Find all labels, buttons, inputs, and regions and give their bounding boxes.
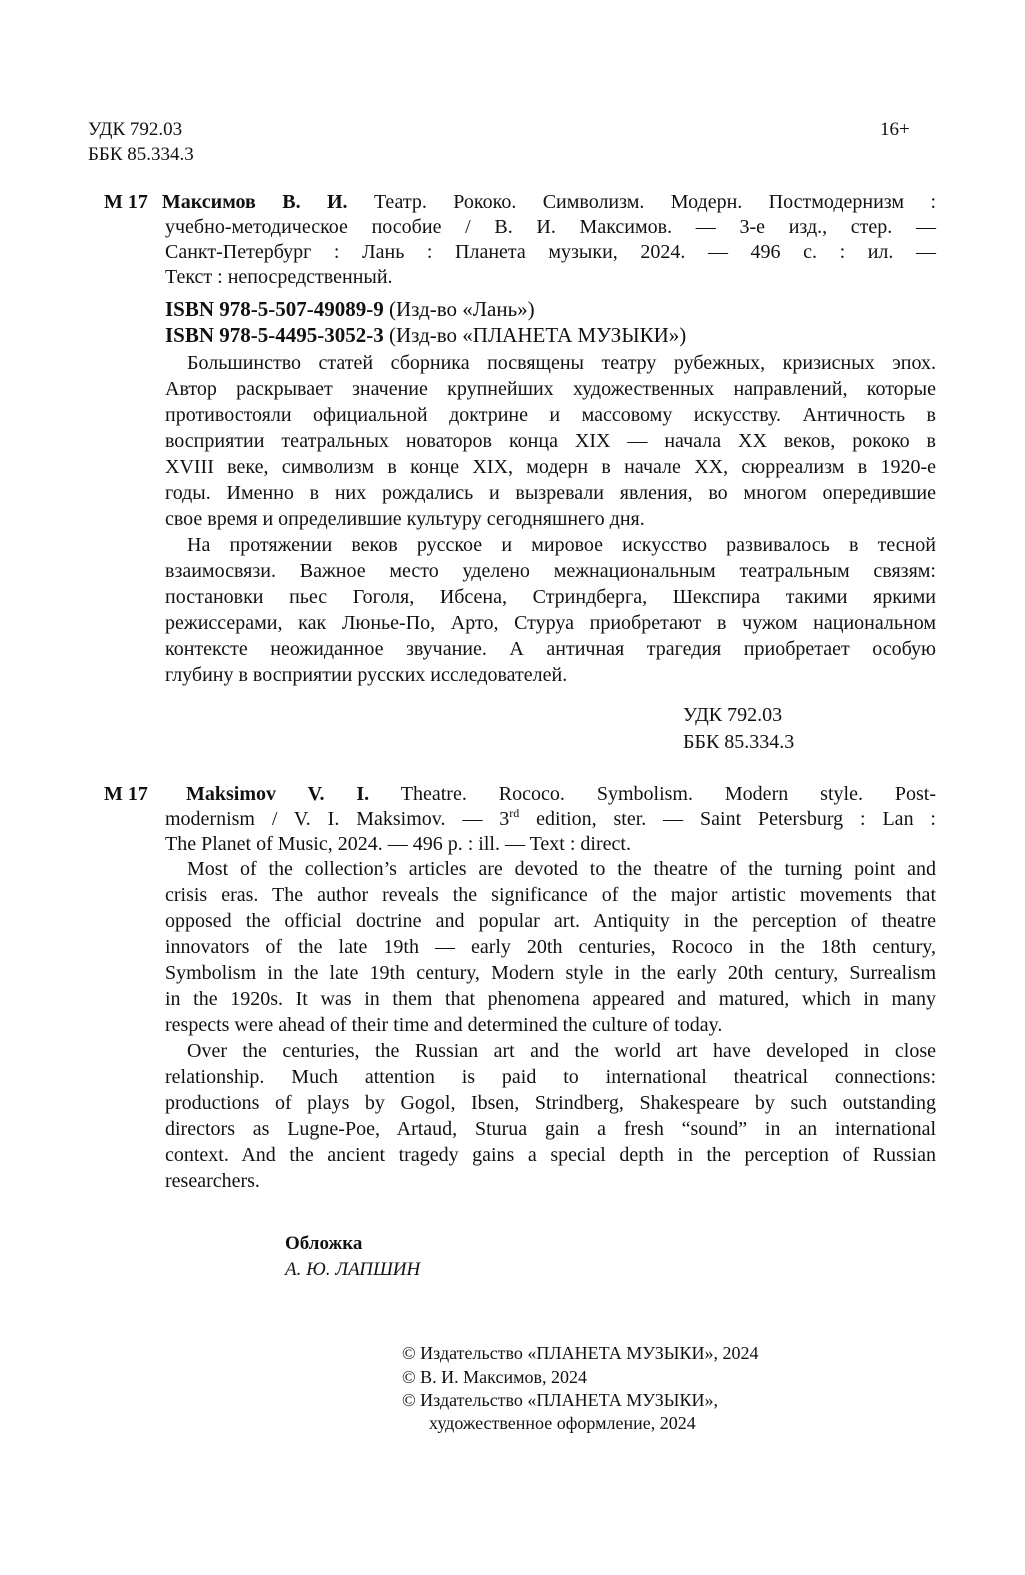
- ru-abstract-line: взаимосвязи. Важное место уделено межнациональным театральным связям:: [165, 560, 936, 582]
- ru-abstract-line: контексте неожиданное звучание. А античная трагедия приобретает особую: [165, 638, 936, 660]
- cover-label: Обложка: [285, 1233, 363, 1254]
- en-abstract-line: directors as Lugne-Poe, Artaud, Sturua gain a fresh “sound” in an international: [165, 1118, 936, 1140]
- en-entry-line-2a: modernism / V. I. Maksimov. — 3: [165, 808, 510, 830]
- en-abstract-line: researchers.: [165, 1170, 260, 1192]
- ru-entry-line-4: Текст : непосредственный.: [165, 266, 393, 288]
- copyright-line-1: © Издательство «ПЛАНЕТА МУЗЫКИ», 2024: [402, 1343, 759, 1363]
- ru-abstract-line: годы. Именно в них рождались и вызревали явления, во многом опередившие: [165, 482, 936, 504]
- ru-abstract-line: режиссерами, как Люнье-По, Арто, Стуруа приобретают в чужом национальном: [165, 612, 936, 634]
- en-entry-title: Theatre. Rococo. Symbolism. Modern style. Post-: [400, 783, 937, 805]
- ru-abstract-line: свое время и определившие культуру сегодняшнего дня.: [165, 508, 645, 530]
- en-abstract-line: Over the centuries, the Russian art and the world art have developed in close: [187, 1040, 936, 1062]
- en-abstract-line: respects were ahead of their time and determined the culture of today.: [165, 1014, 723, 1036]
- ru-entry-code: М 17: [104, 191, 148, 213]
- ru-abstract-line: На протяжении веков русское и мировое искусство развивалось в тесной: [187, 534, 936, 556]
- en-abstract-line: in the 1920s. It was in them that phenomena appeared and matured, which in many: [165, 988, 936, 1010]
- ru-abstract-line: XVIII веке, символизм в конце XIX, модерн в начале XX, сюрреализм в 1920-е: [165, 456, 936, 478]
- ru-entry-line-3: Санкт-Петербург : Лань : Планета музыки, 2024. — 496 с. : ил. —: [165, 241, 936, 263]
- en-abstract-line: opposed the official doctrine and popular art. Antiquity in the perception of theatre: [165, 910, 936, 932]
- en-entry-author: Maksimov V. I.: [186, 783, 370, 805]
- en-abstract-paragraph-1: [165, 856, 936, 1038]
- en-entry-code: M 17: [104, 783, 148, 805]
- ru-abstract-line: Большинство статей сборника посвящены театру рубежных, кризисных эпох.: [187, 352, 936, 374]
- en-abstract-line: Symbolism in the late 19th century, Modern style in the early 20th century, Surrealism: [165, 962, 936, 984]
- en-abstract-line: productions of plays by Gogol, Ibsen, Strindberg, Shakespeare by such outstanding: [165, 1092, 936, 1114]
- cover-artist: А. Ю. ЛАПШИН: [285, 1259, 421, 1280]
- en-entry-line-2-superscript: rd: [509, 806, 520, 820]
- en-entry-line-2b: edition, ster. — Saint Petersburg : Lan :: [519, 808, 936, 830]
- en-entry-line-1: [104, 781, 936, 807]
- isbn-2-number: ISBN 978-5-4495-3052-3: [165, 323, 384, 347]
- ru-abstract-paragraph-2: [165, 532, 936, 688]
- en-abstract-line: relationship. Much attention is paid to international theatrical connections:: [165, 1066, 936, 1088]
- en-entry-line-3: The Planet of Music, 2024. — 496 p. : ill. — Text : direct.: [165, 833, 631, 855]
- ru-entry-line-1: [104, 189, 936, 215]
- isbn-1-publisher: (Изд-во «Лань»): [389, 297, 535, 321]
- isbn-2: [165, 322, 686, 348]
- isbn-1: [165, 296, 535, 322]
- copyright-line-2: © В. И. Максимов, 2024: [402, 1367, 587, 1387]
- ru-entry-author: Максимов В. И.: [161, 191, 348, 213]
- ru-entry-line-2: учебно-методическое пособие / В. И. Максимов. — 3-е изд., стер. —: [165, 216, 936, 238]
- ru-udk-code: УДК 792.03: [683, 704, 783, 726]
- age-rating: 16+: [880, 119, 910, 140]
- ru-abstract-line: глубину в восприятии русских исследователей.: [165, 664, 568, 686]
- udk-code: УДК 792.03: [88, 119, 183, 140]
- en-abstract-line: innovators of the late 19th — early 20th centuries, Rococo in the 18th century,: [165, 936, 936, 958]
- ru-bbk-code: ББК 85.334.3: [683, 731, 795, 753]
- isbn-1-number: ISBN 978-5-507-49089-9: [165, 297, 384, 321]
- ru-abstract-paragraph-1: [165, 350, 936, 532]
- en-abstract-paragraph-2: [165, 1038, 936, 1194]
- isbn-2-publisher: (Изд-во «ПЛАНЕТА МУЗЫКИ»): [389, 323, 687, 347]
- ru-entry-title: Театр. Рококо. Символизм. Модерн. Постмодернизм :: [373, 191, 936, 213]
- copyright-line-4: художественное оформление, 2024: [429, 1413, 696, 1433]
- ru-abstract-line: постановки пьес Гоголя, Ибсена, Стриндберга, Шекспира такими яркими: [165, 586, 936, 608]
- ru-abstract-line: Автор раскрывает значение крупнейших художественных направлений, которые: [165, 378, 936, 400]
- ru-abstract-line: восприятии театральных новаторов конца XIX — начала XX веков, рококо в: [165, 430, 936, 452]
- en-abstract-line: context. And the ancient tragedy gains a special depth in the perception of Russian: [165, 1144, 936, 1166]
- copyright-line-3: © Издательство «ПЛАНЕТА МУЗЫКИ»,: [402, 1390, 718, 1410]
- en-abstract-line: Most of the collection’s articles are devoted to the theatre of the turning point and: [187, 858, 936, 880]
- en-abstract-line: crisis eras. The author reveals the significance of the major artistic movements that: [165, 884, 936, 906]
- bbk-code: ББК 85.334.3: [88, 144, 194, 165]
- en-entry-line-2: [165, 806, 936, 832]
- ru-abstract-line: противостояли официальной доктрине и массовому искусству. Античность в: [165, 404, 936, 426]
